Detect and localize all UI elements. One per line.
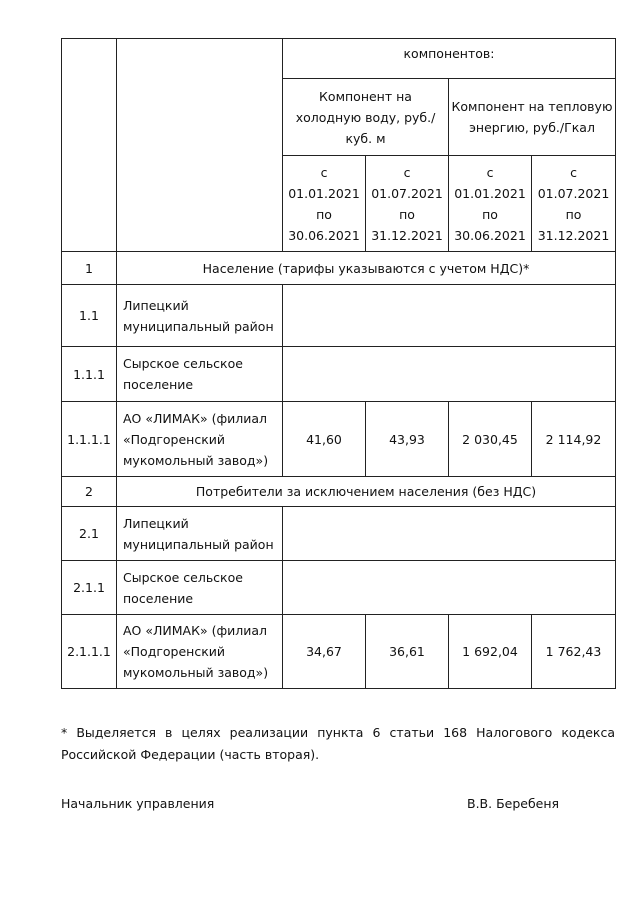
row-empty-values	[283, 507, 616, 561]
header-period: с 01.07.2021 по 31.12.2021	[366, 156, 449, 252]
row-name: АО «ЛИМАК» (филиал «Подгоренский мукомольный завод»)	[117, 402, 283, 477]
section-num: 1	[62, 252, 117, 285]
row-empty-values	[283, 347, 616, 402]
row-num: 1.1	[62, 285, 117, 347]
value-cell: 41,60	[283, 402, 366, 477]
table-row	[62, 402, 616, 477]
table-row	[62, 347, 616, 402]
row-num: 1.1.1.1	[62, 402, 117, 477]
section-row	[62, 477, 616, 507]
value-cell: 1 762,43	[532, 615, 616, 689]
row-num: 2.1.1	[62, 561, 117, 615]
row-empty-values	[283, 561, 616, 615]
value-cell: 2 030,45	[449, 402, 532, 477]
row-num: 2.1	[62, 507, 117, 561]
value-cell: 36,61	[366, 615, 449, 689]
signature-position: Начальник управления	[61, 796, 215, 811]
value-cell: 2 114,92	[532, 402, 616, 477]
row-name: Липецкий муниципальный район	[117, 507, 283, 561]
section-num: 2	[62, 477, 117, 507]
header-cold-water: Компонент на холодную воду, руб./куб. м	[283, 79, 449, 156]
table-row	[62, 561, 616, 615]
row-num: 1.1.1	[62, 347, 117, 402]
header-blank-num	[62, 39, 117, 252]
row-name: Сырское сельское поселение	[117, 347, 283, 402]
table-row	[62, 507, 616, 561]
header-blank-name	[117, 39, 283, 252]
value-cell: 43,93	[366, 402, 449, 477]
signature-name: В.В. Беребеня	[467, 796, 560, 811]
row-empty-values	[283, 285, 616, 347]
header-period: с 01.01.2021 по 30.06.2021	[449, 156, 532, 252]
tariff-table	[61, 38, 616, 689]
section-row	[62, 252, 616, 285]
header-components: компонентов:	[283, 39, 616, 79]
row-name: Сырское сельское поселение	[117, 561, 283, 615]
footnote: * Выделяется в целях реализации пункта 6 статьи 168 Налогового кодекса Российской Федерации (часть вторая).	[61, 725, 615, 762]
table-row	[62, 285, 616, 347]
row-name: АО «ЛИМАК» (филиал «Подгоренский мукомольный завод»)	[117, 615, 283, 689]
row-num: 2.1.1.1	[62, 615, 117, 689]
value-cell: 1 692,04	[449, 615, 532, 689]
table-row	[62, 615, 616, 689]
row-name: Липецкий муниципальный район	[117, 285, 283, 347]
header-period: с 01.07.2021 по 31.12.2021	[532, 156, 616, 252]
value-cell: 34,67	[283, 615, 366, 689]
header-period: с 01.01.2021 по 30.06.2021	[283, 156, 366, 252]
header-heat: Компонент на тепловую энергию, руб./Гкал	[449, 79, 616, 156]
section-title: Потребители за исключением населения (без НДС)	[117, 477, 616, 507]
section-title: Население (тарифы указываются с учетом НДС)*	[117, 252, 616, 285]
